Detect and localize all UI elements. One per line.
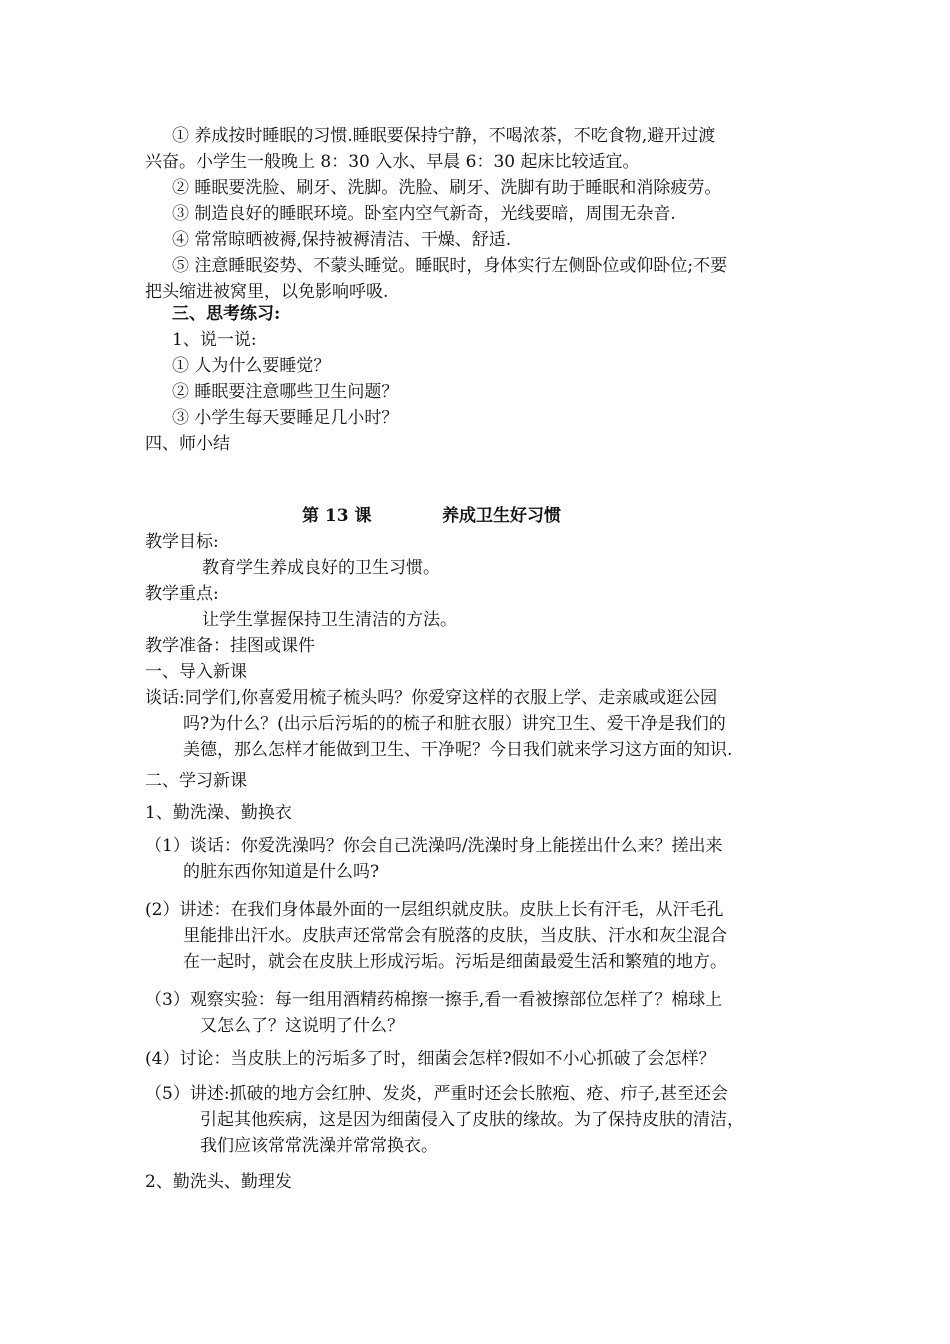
sleep-habit-item-5-line-2: 把头缩进被窝里，以免影响呼吸. [145, 282, 389, 302]
subsection-2-heading: 2、勤洗头、勤理发 [145, 1172, 292, 1192]
paragraph-3-line-1: （3）观察实验：每一组用酒精药棉擦一擦手,看一看被擦部位怎样了？棉球上 [145, 990, 723, 1010]
teaching-goal-label: 教学目标: [145, 532, 219, 552]
new-lesson-heading: 二、学习新课 [145, 771, 247, 791]
paragraph-2-line-3: 在一起时，就会在皮肤上形成污垢。污垢是细菌最爱生活和繁殖的地方。 [183, 952, 727, 972]
paragraph-5-line-3: 我们应该常常洗澡并常常换衣。 [200, 1136, 438, 1156]
practice-subheading: 1、说一说: [172, 330, 257, 350]
practice-question-1: ① 人为什么要睡觉？ [172, 356, 331, 376]
paragraph-5-line-1: （5）讲述:抓破的地方会红肿、发炎，严重时还会长脓疱、疮、疖子,甚至还会 [145, 1084, 728, 1104]
practice-question-3: ③ 小学生每天要睡足几小时？ [172, 408, 399, 428]
teaching-prep: 教学准备：挂图或课件 [145, 636, 315, 656]
sleep-habit-item-3: ③ 制造良好的睡眠环境。卧室内空气新奇，光线要暗，周围无杂音. [172, 204, 676, 224]
practice-question-2: ② 睡眠要注意哪些卫生问题？ [172, 382, 399, 402]
paragraph-5-line-2: 引起其他疾病，这是因为细菌侵入了皮肤的缘故。为了保持皮肤的清洁， [200, 1110, 744, 1130]
subsection-1-heading: 1、勤洗澡、勤换衣 [145, 803, 292, 823]
sleep-habit-item-5-line-1: ⑤ 注意睡眠姿势、不蒙头睡觉。睡眠时，身体实行左侧卧位或仰卧位;不要 [172, 256, 728, 276]
teaching-focus-label: 教学重点: [145, 584, 219, 604]
teaching-focus-text: 让学生掌握保持卫生清洁的方法。 [202, 610, 457, 630]
teacher-summary: 四、师小结 [145, 434, 230, 454]
paragraph-2-line-1: (2）讲述：在我们身体最外面的一层组织就皮肤。皮肤上长有汗毛，从汗毛孔 [145, 900, 724, 920]
teaching-goal-text: 教育学生养成良好的卫生习惯。 [202, 558, 440, 578]
lesson-number: 第 13 课 [302, 506, 372, 526]
practice-heading: 三、思考练习: [172, 304, 281, 324]
paragraph-2-line-2: 里能排出汗水。皮肤声还常常会有脱落的皮肤，当皮肤、汗水和灰尘混合 [183, 926, 727, 946]
talk-line-2: 吗?为什么？(出示后污垢的的梳子和脏衣服）讲究卫生、爱干净是我们的 [183, 714, 726, 734]
sleep-habit-item-1-line-1: ① 养成按时睡眠的习惯.睡眠要保持宁静，不喝浓茶，不吃食物,避开过渡 [172, 126, 716, 146]
talk-line-3: 美德，那么怎样才能做到卫生、干净呢？今日我们就来学习这方面的知识. [183, 740, 733, 760]
talk-line-1: 谈话:同学们,你喜爱用梳子梳头吗？你爱穿这样的衣服上学、走亲戚或逛公园 [145, 688, 718, 708]
sleep-habit-item-4: ④ 常常晾晒被褥,保持被褥清洁、干燥、舒适. [172, 230, 512, 250]
lesson-title: 养成卫生好习惯 [442, 506, 561, 526]
sleep-habit-item-2: ② 睡眠要洗脸、刷牙、洗脚。洗脸、刷牙、洗脚有助于睡眠和消除疲劳。 [172, 178, 722, 198]
paragraph-1-line-2: 的脏东西你知道是什么吗? [183, 862, 380, 882]
paragraph-4: (4）讨论：当皮肤上的污垢多了时，细菌会怎样?假如不小心抓破了会怎样？ [145, 1049, 716, 1069]
paragraph-1-line-1: （1）谈话：你爱洗澡吗？你会自己洗澡吗/洗澡时身上能搓出什么来？搓出来 [145, 836, 723, 856]
intro-heading: 一、导入新课 [145, 662, 247, 682]
paragraph-3-line-2: 又怎么了？这说明了什么？ [200, 1016, 404, 1036]
sleep-habit-item-1-line-2: 兴奋。小学生一般晚上 8：30 入水、早晨 6：30 起床比较适宜。 [145, 152, 640, 172]
